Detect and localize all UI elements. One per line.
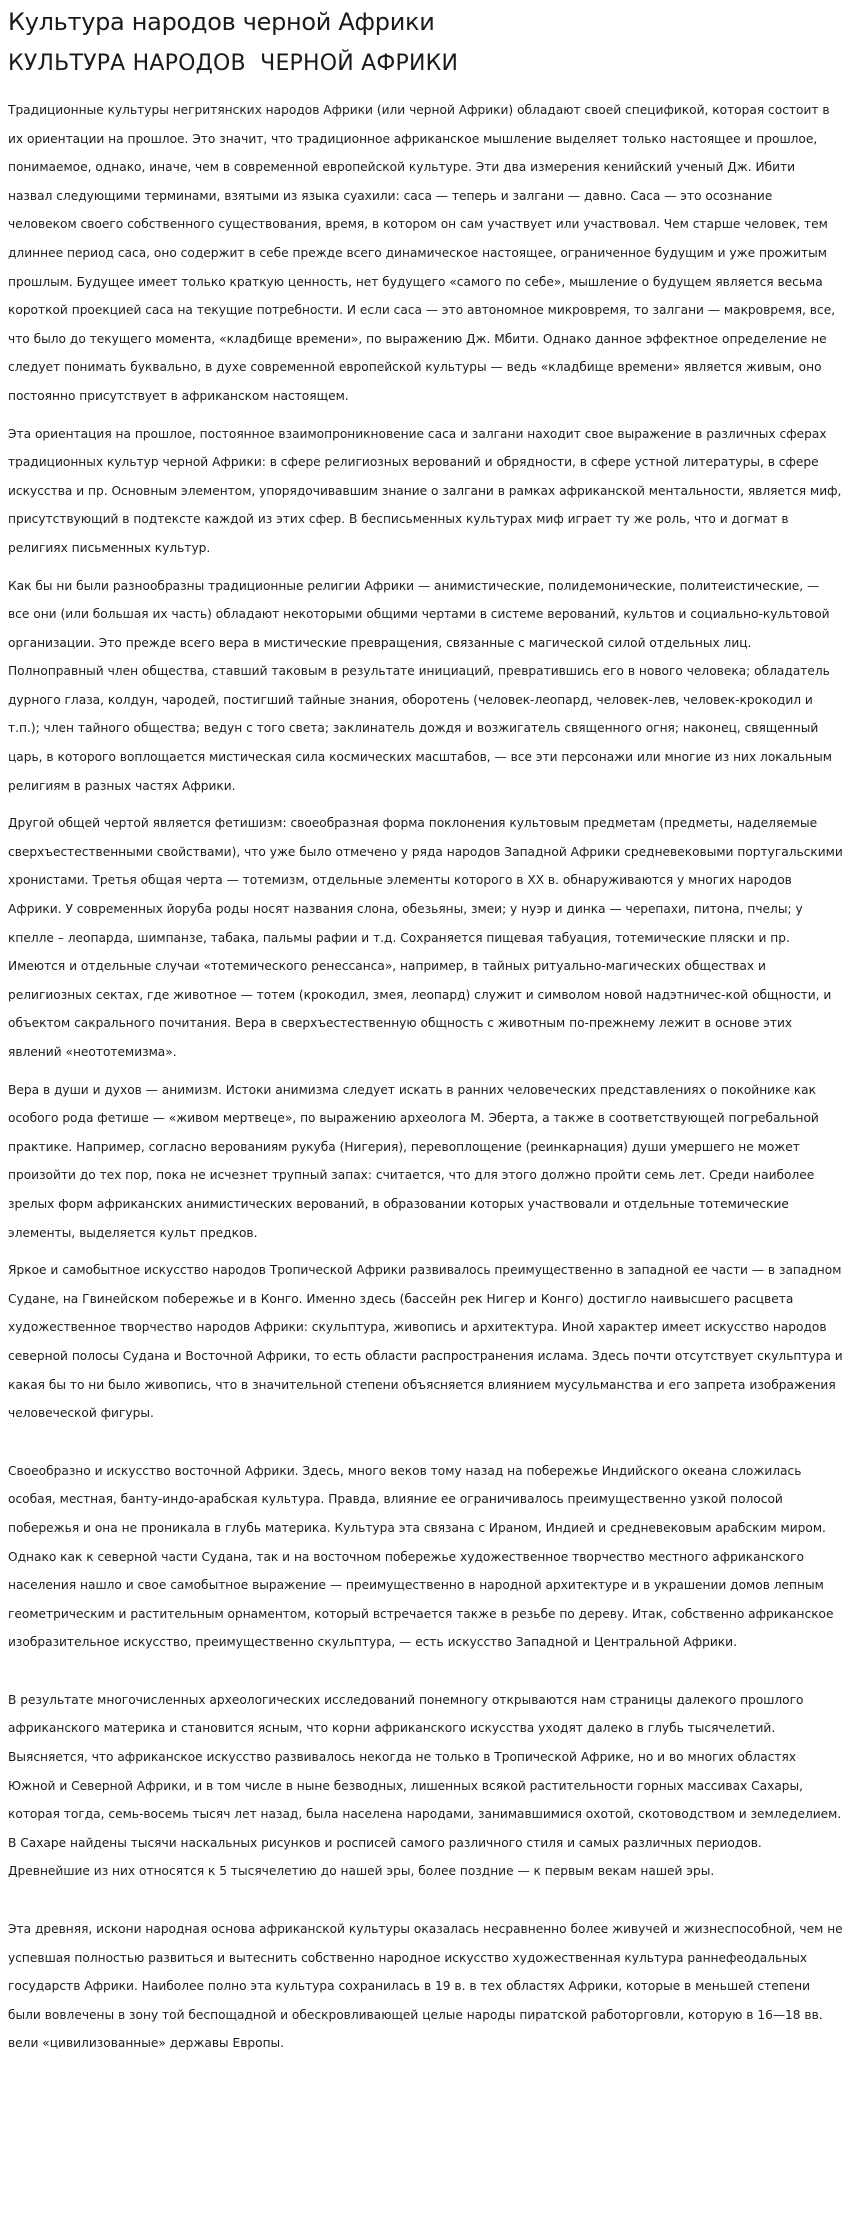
- paragraph-4: Другой общей чертой является фетишизм: своеобразная форма поклонения культовым предметам (предметы, наделяемые сверхъестественными свойствами), что уже было отмечено у ряда народов Западной Африки средневековыми португальскими хронистами. Третья общая черта — тотемизм, отдельные элементы которого в XX в. обнаруживаются у многих народов Африки. У современных йоруба роды носят названия слона, обезьяны, змеи; у нуэр и динка — черепахи, питона, пчелы; у кпелле – леопарда, шимпанзе, табака, пальмы рафии и т.д. Сохраняется пищевая табуация, тотемические пляски и пр. Имеются и отдельные случаи «тотемического ренессанса», например, в тайных ритуально-магических обществах и религиозных сектах, где животное — тотем (крокодил, змея, леопард) служит и символом новой надэтничес-кой общности, и объектом сакрального почитания. Вера в сверхъестественную общность с животным по-прежнему лежит в основе этих явлений «неототемизма».: [8, 816, 843, 1059]
- article-heading: КУЛЬТУРА НАРОДОВ ЧЕРНОЙ АФРИКИ: [8, 51, 459, 76]
- page-title: Культура народов черной Африки: [8, 8, 435, 36]
- paragraph-6: Яркое и самобытное искусство народов Тропической Африки развивалось преимущественно в западной ее части — в западном Судане, на Гвинейском побережье и в Конго. Именно здесь (бассейн рек Нигер и Конго) достигло наивысшего расцвета художественное творчество народов Африки: скульптура, живопись и архитектура. Иной характер имеет искусство народов северной полосы Судана и Восточной Африки, то есть области распространения ислама. Здесь почти отсутствует скульптура и какая бы то ни было живопись, что в значительной степени объясняется влиянием мусульманства и его запрета изображения человеческой фигуры.: [8, 1263, 843, 1421]
- paragraph-7: Своеобразно и искусство восточной Африки. Здесь, много веков тому назад на побережье Индийского океана сложилась особая, местная, банту-индо-арабская культура. Правда, влияние ее ограничивалось преимущественно узкой полосой побережья и она не проникала в глубь материка. Культура эта связана с Ираном, Индией и средневековым арабским миром. Однако как к северной части Судана, так и на восточном побережье художественное творчество местного африканского населения нашло и свое самобытное выражение — преимущественно в народной архитектуре и в украшении домов лепным геометрическим и растительным орнаментом, который встречается также в резьбе по дереву. Итак, собственно африканское изобразительное искусство, преимущественно скульптура, — есть искусство Западной и Центральной Африки.: [8, 1463, 834, 1650]
- paragraph-3: Как бы ни были разнообразны традиционные религии Африки — анимистические, полидемонические, политеистические, — все они (или большая их часть) обладают некоторыми общими чертами в системе верований, культов и социально-культовой организации. Это прежде всего вера в мистические превращения, связанные с магической силой отдельных лиц. Полноправный член общества, ставший таковым в результате инициаций, превратившись его в нового человека; обладатель дурного глаза, колдун, чародей, постигший тайные знания, оборотень (человек-леопард, человек-лев, человек-крокодил и т.п.); член тайного общества; ведун с того света; заклинатель дождя и возжигатель священного огня; наконец, священный царь, в которого воплощается мистическая сила космических масштабов, — все эти персонажи или многие из них локальным религиям в разных частях Африки.: [8, 578, 832, 793]
- paragraph-1: Традиционные культуры негритянских народов Африки (или черной Африки) обладают своей спецификой, которая состоит в их ориентации на прошлое. Это значит, что традиционное африканское мышление выделяет только настоящее и прошлое, понимаемое, однако, иначе, чем в современной европейской культуре. Эти два измерения кенийский ученый Дж. Ибити назвал следующими терминами, взятыми из языка суахили: саса — теперь и залгани — давно. Саса — это осознание человеком своего собственного существования, время, в котором он сам участвует или участвовал. Чем старше человек, тем длиннее период саса, оно содержит в себе прежде всего динамическое настоящее, ограниченное будущим и уже прожитым прошлым. Будущее имеет только краткую ценность, нет будущего «самого по себе», мышление о будущем является весьма короткой проекцией саса на текущие потребности. И если саса — это автономное микровремя, то залгани — макровремя, все, что было до текущего момента, «кладбище времени», по выражению Дж. Мбити. Однако данное эффектное определение не следует понимать буквально, в духе современной европейской культуры — ведь «кладбище времени» является живым, оно постоянно присутствует в африканском настоящем.: [8, 103, 836, 403]
- paragraph-8: В результате многочисленных археологических исследований понемногу открываются нам страницы далекого прошлого африканского материка и становится ясным, что корни африканского искусства уходят далеко в глубь тысячелетий. Выясняется, что африканское искусство развивалось некогда не только в Тропической Африке, но и во многих областях Южной и Северной Африки, и в том числе в ныне безводных, лишенных всякой растительности горных массивах Сахары, которая тогда, семь-восемь тысяч лет назад, была населена народами, занимавшимися охотой, скотоводством и земледелием. В Сахаре найдены тысячи наскальных рисунков и росписей самого различного стиля и самых различных периодов. Древнейшие из них относятся к 5 тысячелетию до нашей эры, более поздние — к первым векам нашей эры.: [8, 1692, 842, 1879]
- paragraph-5: Вера в души и духов — анимизм. Истоки анимизма следует искать в ранних человеческих представлениях о покойнике как особого рода фетише — «живом мертвеце», по выражению археолога М. Эберта, а также в соответствующей погребальной практике. Например, согласно верованиям рукуба (Нигерия), перевоплощение (реинкарнация) души умершего не может произойти до тех пор, пока не исчезнет трупный запах: считается, что для этого должно пройти семь лет. Среди наиболее зрелых форм африканских анимистических верований, в образовании которых участвовали и отдельные тотемические элементы, выделяется культ предков.: [8, 1082, 819, 1240]
- article-body: [8, 96, 843, 2058]
- paragraph-9: Эта древняя, искони народная основа африканской культуры оказалась несравненно более живучей и жизнеспособной, чем не успевшая полностью развиться и вытеснить собственно народное искусство художественная культура раннефеодальных государств Африки. Наиболее полно эта культура сохранилась в 19 в. в тех областях Африки, которые в меньшей степени были вовлечены в зону той беспощадной и обескровливающей целые народы пиратской работорговли, которую в 16—18 вв. вели «цивилизованные» державы Европы.: [8, 1922, 843, 2051]
- paragraph-2: Эта ориентация на прошлое, постоянное взаимопроникновение саса и залгани находит свое выражение в различных сферах традиционных культур черной Африки: в сфере религиозных верований и обрядности, в сфере устной литературы, в сфере искусства и пр. Основным элементом, упорядочивавшим знание о залгани в рамках африканской ментальности, является миф, присутствующий в подтексте каждой из этих сфер. В бесписьменных культурах миф играет ту же роль, что и догмат в религиях письменных культур.: [8, 426, 842, 555]
